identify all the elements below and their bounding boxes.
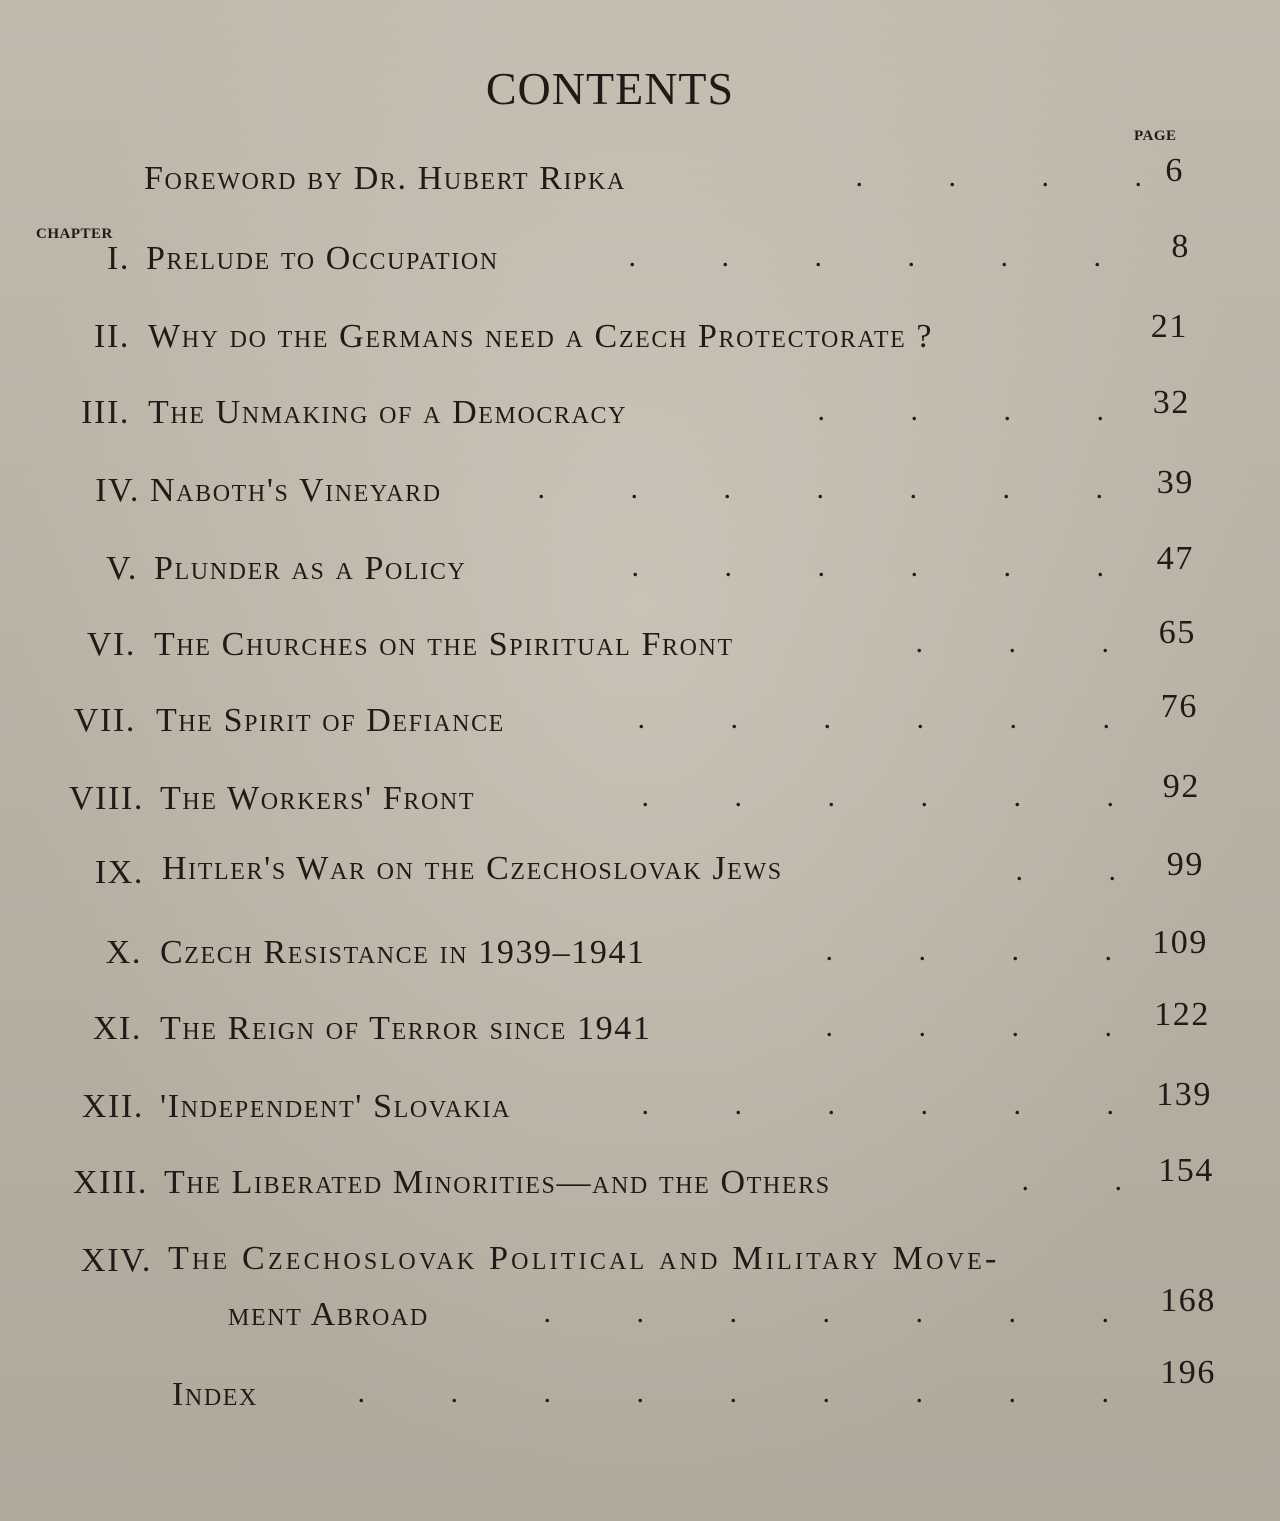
leader-dots: . . . . . . . (537, 472, 1103, 505)
toc-entry-chapter-6[interactable] (0, 614, 1280, 676)
toc-entry-chapter-9[interactable] (0, 846, 1280, 904)
toc-entry-title: The Liberated Minorities—and the Others (164, 1164, 831, 1201)
chapter-number: XIV. (81, 1242, 152, 1279)
chapter-number: VI. (86, 626, 136, 663)
toc-entry-page: 47 (1156, 540, 1194, 577)
toc-entry-title: The Churches on the Spiritual Front (154, 626, 734, 663)
leader-dots: . . . . (825, 934, 1112, 967)
toc-entry-page: 168 (1160, 1282, 1216, 1319)
toc-entry-title: Foreword by Dr. Hubert Ripka (144, 160, 626, 197)
chapter-number: II. (94, 318, 130, 355)
toc-entry-chapter-8[interactable] (0, 768, 1280, 830)
toc-entry-page: 196 (1160, 1354, 1216, 1391)
toc-entry-chapter-5[interactable] (0, 540, 1280, 600)
chapter-number: IX. (94, 854, 144, 891)
toc-entry-title: Index (172, 1376, 258, 1413)
toc-entry-title: Plunder as a Policy (154, 550, 467, 587)
chapter-number: VII. (73, 702, 136, 739)
leader-dots: . . . . . . . . . (357, 1376, 1109, 1409)
toc-entry-title: The Reign of Terror since 1941 (160, 1010, 652, 1047)
chapter-number: X. (105, 934, 142, 971)
leader-dots: . . . . . . . (543, 1296, 1109, 1329)
leader-dots: . . . (915, 626, 1109, 659)
leader-dots: . . . . (817, 394, 1104, 427)
toc-entry-chapter-3[interactable] (0, 384, 1280, 444)
toc-entry-page: 6 (1165, 152, 1184, 189)
toc-entry-chapter-13[interactable] (0, 1152, 1280, 1214)
toc-entry-chapter-14[interactable] (0, 1240, 1280, 1350)
toc-entry-page: 139 (1156, 1076, 1212, 1113)
leader-dots: . . (1021, 1164, 1122, 1197)
chapter-column-label: CHAPTER (36, 226, 113, 242)
toc-entry-index[interactable] (0, 1354, 1280, 1426)
leader-dots: . . . . . . (641, 780, 1114, 813)
toc-entry-page: 154 (1158, 1152, 1214, 1189)
toc-entry-title: The Unmaking of a Democracy (148, 394, 628, 431)
toc-entry-title: Czech Resistance in 1939–1941 (160, 934, 646, 971)
toc-entry-page: 21 (1150, 308, 1188, 345)
toc-entry-title: 'Independent' Slovakia (160, 1088, 512, 1125)
toc-entry-title: Prelude to Occupation (146, 240, 499, 277)
toc-entry-page: 65 (1158, 614, 1196, 651)
toc-entry-title: The Spirit of Defiance (156, 702, 505, 739)
toc-entry-chapter-10[interactable] (0, 924, 1280, 984)
chapter-number: XII. (81, 1088, 144, 1125)
toc-entry-page: 32 (1152, 384, 1190, 421)
toc-entry-title: The Czechoslovak Political and Military Move- (168, 1240, 1000, 1277)
chapter-number: VIII. (68, 780, 144, 817)
toc-entry-chapter-11[interactable] (0, 996, 1280, 1060)
toc-entry-page: 39 (1156, 464, 1194, 501)
toc-entry-title: Hitler's War on the Czechoslovak Jews (162, 850, 783, 887)
chapter-number: XIII. (72, 1164, 148, 1201)
toc-entry-chapter-7[interactable] (0, 688, 1280, 752)
leader-dots: . . . . (855, 160, 1142, 193)
toc-entry-page: 122 (1154, 996, 1210, 1033)
toc-entry-title: Naboth's Vineyard (150, 472, 442, 509)
leader-dots: . . (1015, 854, 1116, 887)
toc-entry-chapter-12[interactable] (0, 1076, 1280, 1138)
leader-dots: . . . . . . (641, 1088, 1114, 1121)
toc-entry-page: 109 (1152, 924, 1208, 961)
chapter-number: XI. (92, 1010, 142, 1047)
toc-entry-title-continued: ment Abroad (228, 1296, 429, 1333)
leader-dots: . . . . . . (631, 550, 1104, 583)
toc-entry-foreword[interactable] (0, 152, 1280, 210)
toc-entry-chapter-4[interactable] (0, 464, 1280, 522)
toc-entry-page: 76 (1160, 688, 1198, 725)
toc-entry-page: 99 (1166, 846, 1204, 883)
toc-entry-page: 8 (1171, 228, 1190, 265)
toc-entry-page: 92 (1162, 768, 1200, 805)
page-title: CONTENTS (485, 63, 735, 114)
chapter-number: IV. (95, 472, 140, 509)
toc-entry-chapter-2[interactable] (0, 308, 1280, 368)
leader-dots: . . . . . . (628, 240, 1101, 273)
toc-entry-title: Why do the Germans need a Czech Protectorate ? (148, 318, 934, 355)
chapter-number: III. (81, 394, 130, 431)
chapter-number: V. (106, 550, 138, 587)
chapter-number: I. (106, 240, 130, 277)
toc-entry-title: The Workers' Front (160, 780, 476, 817)
leader-dots: . . . . (825, 1010, 1112, 1043)
leader-dots: . . . . . . (637, 702, 1110, 735)
page-column-label: PAGE (1134, 128, 1177, 144)
